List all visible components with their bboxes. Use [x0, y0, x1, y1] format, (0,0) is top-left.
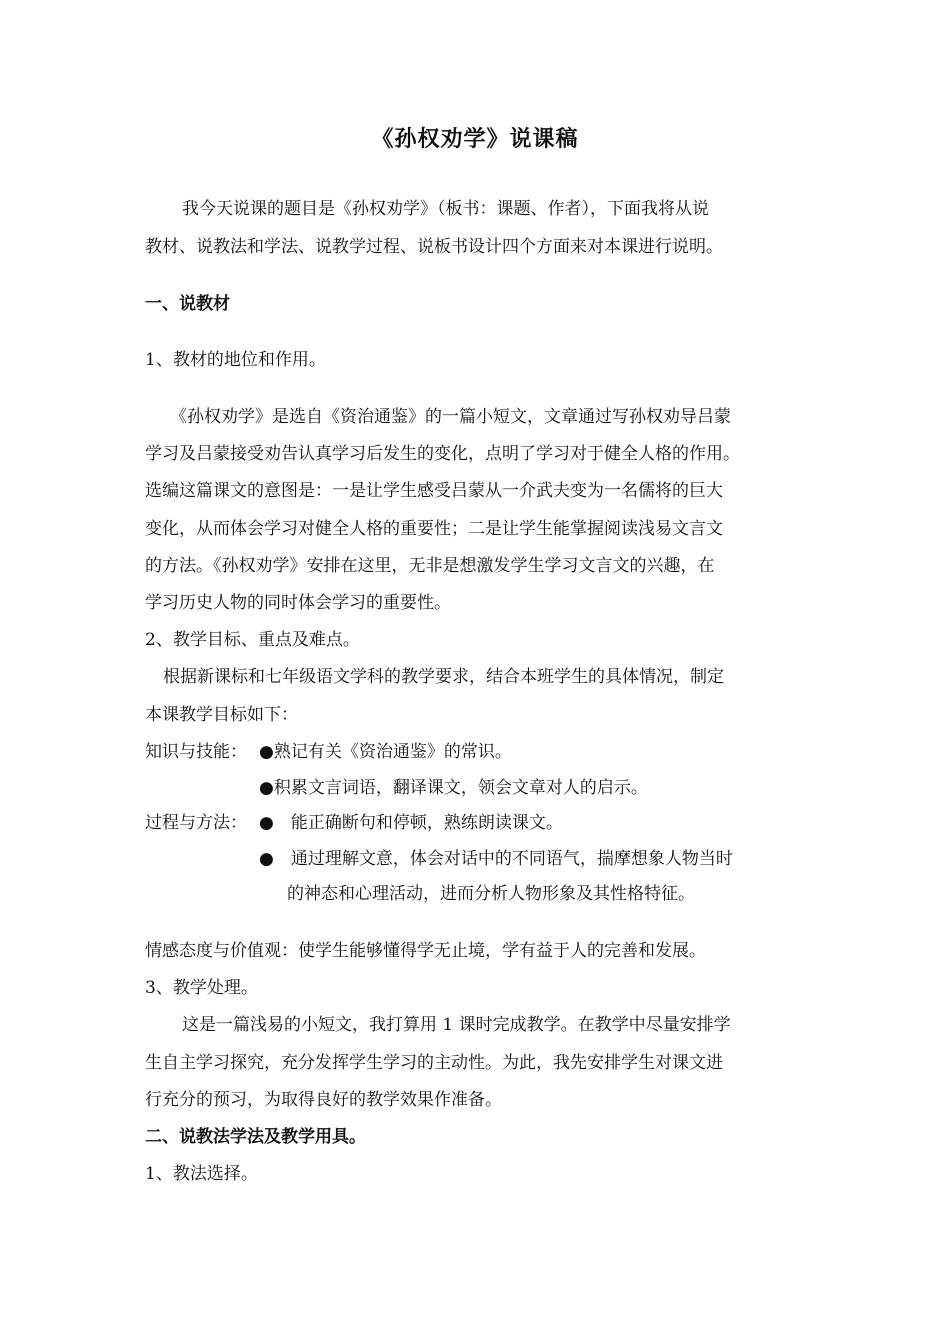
para-3-line-1: 这是一篇浅易的小短文，我打算用 1 课时完成教学。在教学中尽量安排学 — [182, 1015, 731, 1035]
section-2-heading: 二、说教法学法及教学用具。 — [145, 1127, 366, 1147]
document-title: 《孙权劝学》说课稿 — [371, 126, 579, 152]
goal-process-label: 过程与方法： — [145, 813, 247, 833]
goal-knowledge-row-1 — [145, 740, 512, 764]
intro-line-2: 教材、说教法和学法、说教学过程、说板书设计四个方面来对本课进行说明。 — [145, 237, 723, 257]
item-3-heading: 3、教学处理。 — [145, 978, 258, 998]
para-1-line-4: 变化，从而体会学习对健全人格的重要性；二是让学生能掌握阅读浅易文言文 — [145, 519, 723, 539]
para-3-line-3: 行充分的预习，为取得良好的教学效果作准备。 — [145, 1090, 502, 1110]
goal-knowledge-item-1: ●熟记有关《资治通鉴》的常识。 — [259, 742, 512, 762]
item-1-heading: 1、教材的地位和作用。 — [145, 350, 326, 370]
section-1-heading: 一、说教材 — [145, 294, 230, 314]
goal-emotion: 情感态度与价值观：使学生能够懂得学无止境，学有益于人的完善和发展。 — [145, 941, 706, 961]
para-1-line-6: 学习历史人物的同时体会学习的重要性。 — [145, 593, 451, 613]
item-2-heading: 2、教学目标、重点及难点。 — [145, 630, 360, 650]
intro-line-1: 我今天说课的题目是《孙权劝学》（板书：课题、作者），下面我将从说 — [182, 199, 709, 219]
goal-process-item-2: ● 通过理解文意，体会对话中的不同语气，揣摩想象人物当时 — [259, 849, 733, 869]
goal-process-item-2-cont: 的神态和心理活动，进而分析人物形象及其性格特征。 — [287, 884, 695, 904]
para-1-line-3: 选编这篇课文的意图是：一是让学生感受吕蒙从一介武夫变为一名儒将的巨大 — [145, 481, 723, 501]
para-1-line-2: 学习及吕蒙接受劝告认真学习后发生的变化，点明了学习对于健全人格的作用。 — [145, 444, 740, 464]
para-1-line-5: 的方法。《孙权劝学》安排在这里，无非是想激发学生学习文言文的兴趣，在 — [145, 556, 715, 576]
goal-process-row-1 — [145, 811, 563, 835]
goal-knowledge-item-2: ●积累文言词语，翻译课文，领会文章对人的启示。 — [259, 778, 648, 798]
para-2-line-1: 根据新课标和七年级语文学科的教学要求，结合本班学生的具体情况，制定 — [163, 667, 724, 687]
para-2-line-2: 本课教学目标如下： — [145, 705, 298, 725]
goal-process-item-1: ● 能正确断句和停顿，熟练朗读课文。 — [259, 813, 563, 833]
para-1-line-1: 《孙权劝学》是选自《资治通鉴》的一篇小短文，文章通过写孙权劝导吕蒙 — [170, 407, 731, 427]
para-3-line-2: 生自主学习探究，充分发挥学生学习的主动性。为此，我先安排学生对课文进 — [145, 1053, 723, 1073]
section-2-item-1-heading: 1、教法选择。 — [145, 1164, 258, 1184]
goal-knowledge-label: 知识与技能： — [145, 742, 247, 762]
